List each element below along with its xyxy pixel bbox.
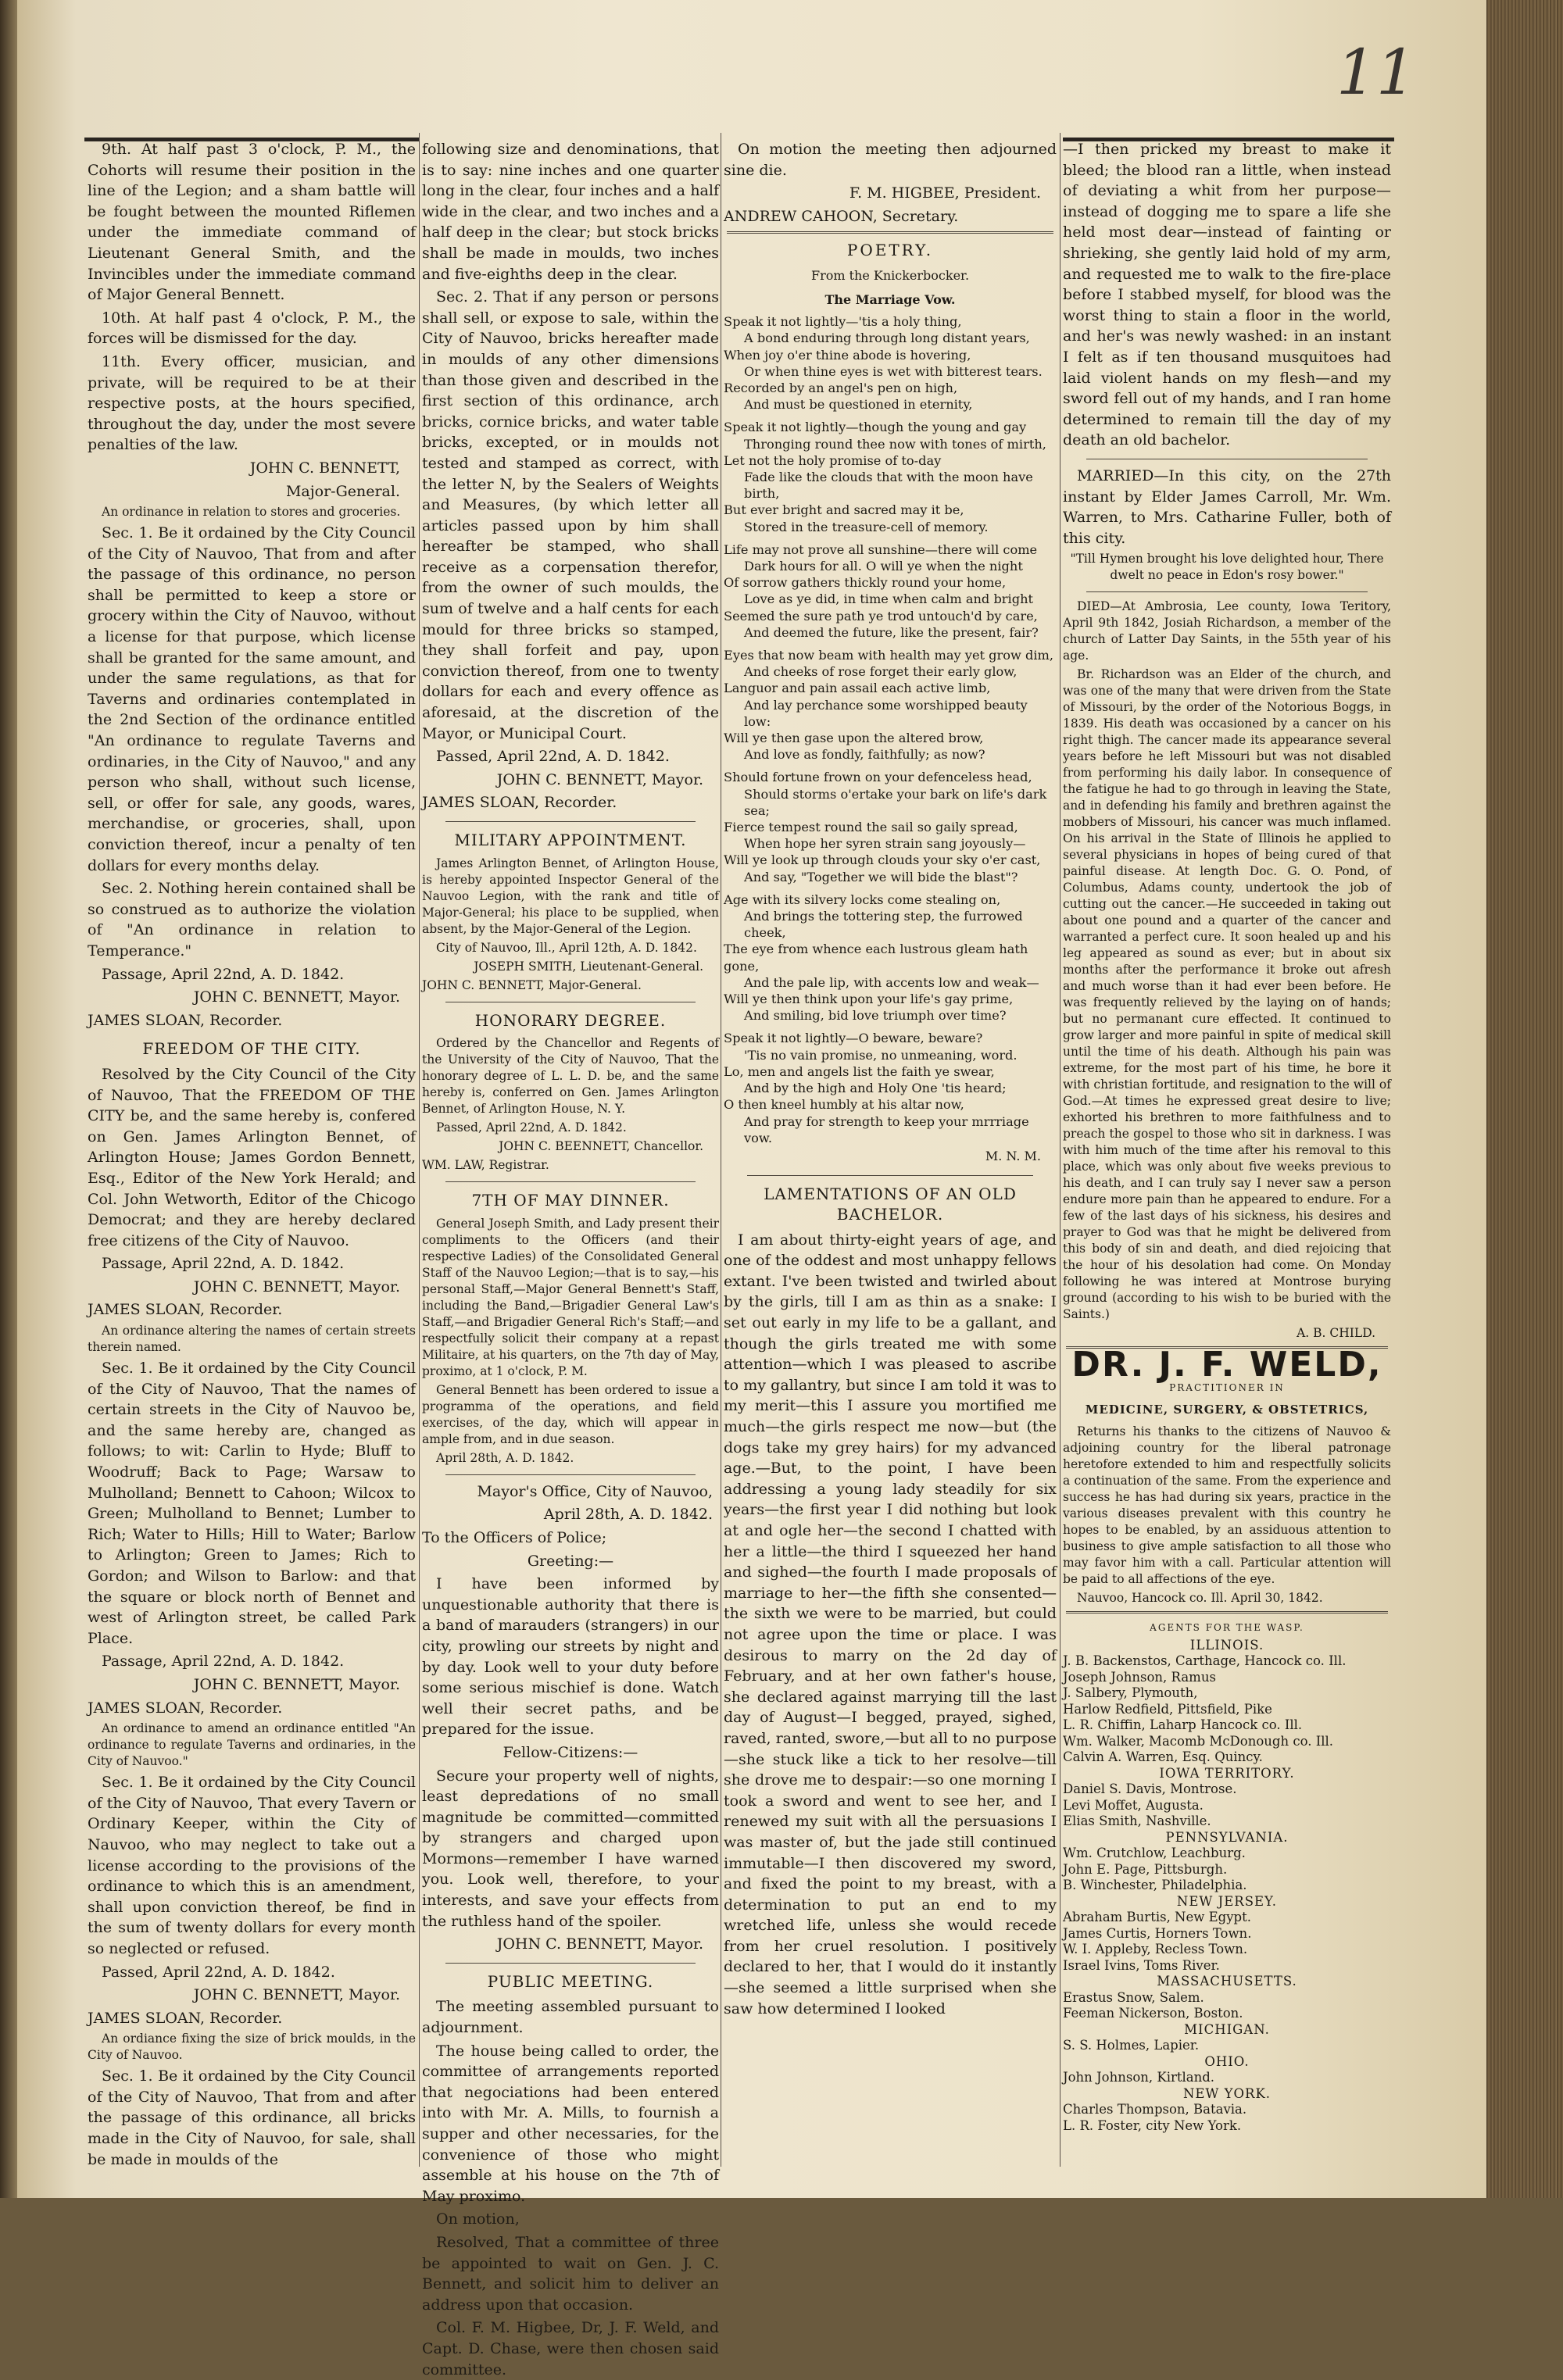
agents-state: NEW JERSEY.	[1176, 1893, 1278, 1909]
marriage-notice: MARRIED—In this city, on the 27th instant by Elder James Carroll, Mr. Wm. Warren, to Mrs. Catharine Fuller, both of this city.	[1063, 466, 1391, 547]
meeting-text: Resolved, That a committee of three be appointed to wait on Gen. J. C. Bennett, and solicit him to deliver an address upon that occasion.	[422, 2233, 719, 2314]
passage-date: Passage, April 22nd, A. D. 1842.	[102, 1653, 345, 1671]
poem-line: Speak it not lightly—O beware, beware?	[724, 1031, 983, 1046]
signature-title: Major-General.	[285, 482, 400, 500]
order-11th: 11th. Every officer, musician, and private, will be required to be at their respective posts, at the hours specified, throughout the day, under the most severe penalties of the law.	[88, 352, 416, 454]
signature: JOHN C. BEENNETT, Chancellor.	[499, 1139, 703, 1154]
article-text: I am about thirty-eight years of age, and one of the oddest and most unhappy fellows extant. I've been twisted and twirled about by the girls, till I am as thin as a snake: I set out early in my life to be a gallant, and though the girls treated me with some attention—which I was pleased to ascribe to my gallantry, but since I am told it was to my merit—this I assure you mortified me much—the girls respect me now—but (the dogs take my grey hairs) for my advanced age.—But, to the point, I have been addressing a young lady steadily for six years—the first year I did nothing but look at and ogle her—the second I chatted with her a little—the third I squeezed her hand and sighed—the fourth I made proposals of marriage to her—the fifth she consented—the sixth we were to be married, but could not agree upon the time or place. I was desirous to marry on the 2d day of February, and at her own father's house, she declared against marrying till the last day of August—I begged, prayed, sighed, raved, ranted, swore,—but all to no purpose—she stuck like a tick to her resolve—till she drove me to despair:—so one morning I took a sword and went to see her, and I renewed my suit with all the persuasions I was master of, but the jade still continued immutable—I then discovered my sword, and fixed the point to my breast, with a determination to put an end to my wretched life, unless she would recede from her cruel resolution. I positively declared to her, that I would do it instantly—she seemed a little surprised when she saw how determined I looked	[724, 1231, 1057, 2017]
poem-line: Of sorrow gathers thickly round your home,	[724, 575, 1007, 591]
agent-entry: S. S. Holmes, Lapier.	[1063, 2038, 1200, 2053]
mayor-signature: JOHN C. BENNETT, Mayor.	[193, 1986, 400, 2004]
meeting-text: On motion,	[436, 2210, 520, 2228]
ordinance-continued: following size and denominations, that is to say: nine inches and one quarter long in the clear, four inches and a half wide in the clear, and two inches and a half deep in the clear; but stock bricks shall be made in moulds, two inches and five-eighths deep in the clear.	[422, 141, 719, 283]
agent-entry: Levi Moffet, Augusta.	[1063, 1797, 1204, 1813]
poem-line: And by the high and Holy One 'tis heard;	[744, 1081, 1007, 1096]
advertisement-subtitle: PRACTITIONER IN	[1169, 1381, 1285, 1393]
recorder-signature: JAMES SLOAN, Recorder.	[88, 1301, 283, 1319]
poem-line: And lay perchance some worshipped beauty low:	[744, 697, 1028, 729]
notice-date: Passed, April 22nd, A. D. 1842.	[436, 1120, 627, 1135]
poem-line: And say, "Together we will bide the blast"?	[744, 869, 1018, 884]
poem-line: Seemed the sure path ye trod untouch'd by care,	[724, 608, 1038, 624]
divider	[445, 1181, 696, 1182]
section-heading: MILITARY APPOINTMENT.	[454, 831, 687, 849]
divider	[445, 821, 696, 822]
mayor-office-date: April 28th, A. D. 1842.	[543, 1506, 713, 1524]
meeting-text: On motion the meeting then adjourned sine die.	[724, 141, 1057, 179]
mayor-signature: JOHN C. BENNETT, Mayor.	[193, 1278, 400, 1295]
agent-entry: W. I. Appleby, Recless Town.	[1063, 1942, 1248, 1957]
recorder-signature: JAMES SLOAN, Recorder.	[88, 1699, 283, 1717]
poem-line: Thronging round thee now with tones of mirth,	[744, 436, 1046, 452]
column-rule	[419, 133, 420, 2167]
advertisement-date: Nauvoo, Hancock co. Ill. April 30, 1842.	[1077, 1591, 1323, 1606]
divider	[1066, 1611, 1388, 1613]
ordinance-title: An ordinance to amend an ordinance entitled "An ordinance to regulate Taverns and ordinaries, in the City of Nauvoo."	[88, 1721, 416, 1769]
notice-text: Ordered by the Chancellor and Regents of the University of the City of Nauvoo, That the honorary degree of L. L. D. be, and the same hereby is, conferred on Gen. James Arlington Bennet, of Arlington House, N. Y.	[422, 1036, 719, 1117]
resolution-text: Resolved by the City Council of the City of Nauvoo, That the FREEDOM OF THE CITY be, and the same hereby is, confered on Gen. James Arlington Bennet, of Arlington House; James Gordon Bennett, Esq., Editor of the New York Herald; and Col. John Wetworth, Editor of the Chicogo Democrat; and they are hereby declared free citizens of the City of Nauvoo.	[88, 1065, 416, 1249]
poem-line: And brings the tottering step, the furrowed cheek,	[744, 909, 1023, 941]
poem-line: Age with its silvery locks come stealing on,	[724, 892, 1001, 907]
agent-entry: L. R. Foster, city New York.	[1063, 2117, 1242, 2133]
poetry-heading: POETRY.	[846, 241, 934, 260]
poem-signature: M. N. M.	[985, 1148, 1041, 1163]
column-3	[724, 139, 1057, 2167]
agents-list	[1063, 1620, 1391, 2134]
meeting-text: The house being called to order, the committee of arrangements reported that negociations had been entered into with Mr. A. Mills, to fournish a supper and other necessaries, for the convenience of those who might assemble at his house on the 7th of May proximo.	[422, 2042, 719, 2205]
meeting-text: The meeting assembled pursuant to adjournment.	[422, 1998, 719, 2037]
poem-line: Lo, men and angels list the faith ye swear,	[724, 1063, 995, 1079]
advertisement-title: DR. J. F. WELD,	[1071, 1345, 1382, 1385]
ordinance-section: Sec. 2. Nothing herein contained shall be so construed as to authorize the violation of "An ordinance in relation to Temperance."	[88, 880, 416, 960]
section-heading: PUBLIC MEETING.	[487, 1971, 654, 1991]
poem-line: 'Tis no vain promise, no unmeaning, word.	[744, 1047, 1018, 1063]
section-heading: HONORARY DEGREE.	[474, 1010, 667, 1030]
page-edges	[1486, 0, 1563, 2198]
poem-line: Love as ye did, in time when calm and bright	[744, 591, 1034, 607]
president-signature: F. M. HIGBEE, President.	[849, 184, 1041, 202]
address-line: To the Officers of Police;	[422, 1528, 607, 1546]
poem-line: And cheeks of rose forget their early glow,	[744, 664, 1018, 680]
poem-line: Eyes that now beam with health may yet grow dim,	[724, 648, 1054, 663]
notice-text: General Joseph Smith, and Lady present their compliments to the Officers (and their respective Ladies) of the Consolidated General Staff of the Nauvoo Legion;—that is to say,—his personal Staff,—Major General Bennett's Staff, including the Band,—Brigadier General Law's Staff,—and Brigadier General Rich's Staff;—and respectfully solicit their company at a repast Militaire, at his quarters, on the 7th day of May, proximo, at 1 o'clock, P. M.	[422, 1216, 719, 1378]
poem-line: Speak it not lightly—'tis a holy thing,	[724, 314, 962, 330]
poem-line: When joy o'er thine abode is hovering,	[724, 347, 971, 363]
ordinance-title: An ordinance in relation to stores and groceries.	[102, 505, 401, 520]
section-heading: BACHELOR.	[836, 1205, 944, 1224]
agent-entry: Elias Smith, Nashville.	[1063, 1814, 1211, 1829]
mayor-signature: JOHN C. BENNETT, Mayor.	[496, 1935, 703, 1953]
mayor-signature: JOHN C. BENNETT, Mayor.	[193, 988, 400, 1006]
agent-entry: John Johnson, Kirtland.	[1063, 2070, 1215, 2085]
passage-date: Passed, April 22nd, A. D. 1842.	[436, 748, 670, 766]
agent-entry: Calvin A. Warren, Esq. Quincy.	[1063, 1749, 1263, 1765]
poem-line: Will ye look up through clouds your sky o'er cast,	[724, 852, 1041, 868]
poem-line: And love as fondly, faithfully; as now?	[744, 747, 985, 763]
recorder-signature: JAMES SLOAN, Recorder.	[88, 1011, 283, 1029]
poem-line: Will ye then think upon your life's gay prime,	[724, 992, 1014, 1007]
notice-date: April 28th, A. D. 1842.	[436, 1450, 574, 1465]
mayor-signature: JOHN C. BENNETT, Mayor.	[496, 770, 703, 788]
ordinance-title: An ordinance altering the names of certain streets therein named.	[88, 1324, 416, 1355]
agents-state: PENNSYLVANIA.	[1165, 1829, 1289, 1845]
passage-date: Passage, April 22nd, A. D. 1842.	[102, 965, 345, 983]
column-1	[88, 139, 416, 2167]
agents-state: MASSACHUSETTS.	[1157, 1974, 1297, 1989]
agent-entry: L. R. Chiffin, Laharp Hancock co. Ill.	[1063, 1717, 1303, 1733]
advertisement-text: Returns his thanks to the citizens of Nauvoo & adjoining country for the liberal patronage heretofore extended to him and respectfully solicits a continuation of the same. From the experience and success he has had during six years, practice in the various diseases prevalent with this country he hopes to be enabled, by an assiduous attention to business to give ample satisfaction to all those who may favor him with a call. Particular attention will be paid to all affections of the eye.	[1063, 1424, 1391, 1587]
poem-line: And must be questioned in eternity,	[744, 397, 973, 413]
section-heading: FREEDOM OF THE CITY.	[142, 1039, 361, 1059]
agents-state: ILLINOIS.	[1189, 1637, 1264, 1653]
divider	[747, 1175, 1033, 1176]
advertisement-fields: MEDICINE, SURGERY, & OBSTETRICS,	[1085, 1403, 1369, 1417]
folio-number: 11	[1336, 36, 1416, 109]
article-continued: —I then pricked my breast to make it bleed; the blood ran a little, when instead of deviating a whit from her purpose—instead of dogging me to spare a life she held most dear—instead of fainting or shrieking, she gently laid hold of my arm, and requested me to walk to the fire-place before I stabbed myself, for blood was the worst thing to stain a floor in the world, and her's was newly washed: in an instant I felt as if ten thousand musquitoes had laid violent hands on my flesh—and my sword fell out of my hands, and I ran home determined to remain till the day of my death an old bachelor.	[1063, 141, 1391, 449]
divider	[1086, 591, 1368, 592]
notice-text: General Bennett has been ordered to issue a programma of the operations, and field exercises, of the day, which will appear in ample from, and in due season.	[422, 1382, 719, 1446]
facing-page-edge	[0, 0, 17, 2198]
poem-line: And the pale lip, with accents low and weak—	[744, 974, 1039, 990]
order-9th: 9th. At half past 3 o'clock, P. M., the Cohorts will resume their position in the line of the Legion; and a sham battle will be fought between the mounted Riflemen under the immediate command of Lieutenant General Smith, and the Invincibles under the immediate command of Major General Bennett.	[88, 141, 416, 304]
greeting: Fellow-Citizens:—	[503, 1743, 638, 1761]
agent-entry: Joseph Johnson, Ramus	[1063, 1669, 1216, 1685]
notice-date: City of Nauvoo, Ill., April 12th, A. D. 1842.	[436, 940, 697, 955]
mayor-office-line: Mayor's Office, City of Nauvoo,	[477, 1482, 713, 1500]
notice-text: James Arlington Bennet, of Arlington House, is hereby appointed Inspector General of the Nauvoo Legion, with the rank and title of Major-General; his place to be supplied, when absent, by the Major-General of the Legion.	[422, 856, 719, 936]
poem-line: Fierce tempest round the sail so gaily spread,	[724, 820, 1018, 835]
agents-state: MICHIGAN.	[1184, 2021, 1270, 2037]
agents-heading: AGENTS FOR THE WASP.	[1150, 1622, 1304, 1634]
secretary-signature: ANDREW CAHOON, Secretary.	[724, 207, 959, 225]
agents-state: OHIO.	[1204, 2053, 1250, 2069]
poem-line: Life may not prove all sunshine—there will come	[724, 541, 1038, 557]
marriage-quote: "Till Hymen brought his love delighted hour, There dwelt no peace in Edon's rosy bower."	[1070, 552, 1384, 583]
agent-entry: Wm. Crutchlow, Leachburg.	[1063, 1846, 1246, 1861]
agent-entry: Abraham Burtis, New Egypt.	[1063, 1910, 1251, 1925]
death-notice: DIED—At Ambrosia, Lee county, Iowa Teritory, April 9th 1842, Josiah Richardson, a member of the church of Latter Day Saints, in the 55th year of his age.	[1063, 599, 1391, 663]
greeting: Greeting:—	[527, 1552, 614, 1570]
poem-line: Fade like the clouds that with the moon have birth,	[744, 469, 1033, 502]
poem-line: Should storms o'ertake your bark on life's dark sea;	[744, 786, 1047, 818]
poem-line: Dark hours for all. O will ye when the night	[744, 559, 1023, 574]
column-2	[422, 139, 719, 2378]
poem-line: Should fortune frown on your defenceless head,	[724, 770, 1032, 785]
section-heading: 7TH OF MAY DINNER.	[471, 1191, 670, 1210]
poem-source: From the Knickerbocker.	[810, 267, 970, 283]
agents-state: IOWA TERRITORY.	[1159, 1765, 1295, 1781]
recorder-signature: JAMES SLOAN, Recorder.	[422, 794, 617, 812]
signature: JOSEPH SMITH, Lieutenant-General.	[474, 959, 703, 974]
poem-line: Recorded by an angel's pen on high,	[724, 380, 958, 395]
obituary-text: Br. Richardson was an Elder of the church, and was one of the many that were driven from the State of Missouri, by the order of the Notorious Boggs, in 1839. His death was occasioned by a cancer on his right thigh. The cancer made its appearance several years before he left Missouri but was not disabled from performing his daily labor. In consequence of the fatigue he had to go through in leaving the State, and in defending his family and brethren against the mobbers of Missouri, his cancer was much inflamed. On his arrival in the State of Illinois he applied to several physicians in hopes of being cured of that painful disease. At length Doc. G. O. Pond, of Columbus, Adams county, undertook the job of cutting out the cancer.—He succeeded in taking out about one pound and a quarter of the cancer and warranted a perfect cure. It soon healed up and his leg appeared as sound as ever; but in about six months after the performance it broke out afresh and much worse than it had ever been before. He was frequently relieved by the laying on of hands; but no permanant cure effected. It continued to grow larger and more painful in spite of medical skill until the time of his death. Although his pain was extreme, for the most part of his time, he bore it with christian fortitude, and resignation to the will of God.—At times he expressed great desire to live; exhorted his brethren to more faithfulness and to preach the gospel to those who sit in darkness. I was with him much of the time after his removal to this place, which was only about five weeks previous to his death, and I can truly say I never saw a person endure more pain than he appeared to endure. For a few of the last days of his sickness, his desires and prayer to God was that he might be delivered from this body of sin and death, and died rejoicing that the hour of his desolation had come. On Monday following he was intered at Montrose burying ground (according to his wish to be buried with the Saints.)	[1063, 667, 1391, 1322]
notice-text: Secure your property well of nights, least depredations of no small magnitude be committed—committed by strangers and charged upon Mormons—remember I have warned you. Look well, therefore, to your interests, and save your effects from the ruthless hand of the spoiler.	[422, 1767, 719, 1930]
agent-entry: B. Winchester, Philadelphia.	[1063, 1878, 1247, 1893]
poem-line: But ever bright and sacred may it be,	[724, 502, 964, 518]
agent-entry: Erastus Snow, Salem.	[1063, 1989, 1204, 2005]
poem-line: When hope her syren strain sang joyously—	[744, 836, 1026, 852]
notice-text: I have been informed by unquestionable authority that there is a band of marauders (strangers) in our city, prowling our streets by night and by day. Look well to your duty before some serious mischief is done. Watch well their secret paths, and be prepared for the issue.	[422, 1575, 719, 1739]
obituary-signature: A. B. CHILD.	[1297, 1326, 1375, 1341]
agent-entry: Feeman Nickerson, Boston.	[1063, 2006, 1243, 2021]
ordinance-section: Sec. 2. That if any person or persons shall sell, or expose to sale, within the City of Nauvoo, bricks hereafter made in moulds of any other dimensions than those given and described in the first section of this ordinance, arch bricks, cornice bricks, and water table bricks, excepted, or in moulds not tested and stamped as correct, with the letter N, by the Sealers of Weights and Measures, (by which letter all articles passed upon by him shall hereafter be stamped, who shall receive as a corpensation therefor, from the owner of such moulds, the sum of twelve and a half cents for each mould for three bricks so stamped, they shall forfeit and pay, upon conviction thereof, from one to twenty dollars for each and every offence as aforesaid, at the discretion of the Mayor, or Municipal Court.	[422, 288, 719, 742]
ordinance-section: Sec. 1. Be it ordained by the City Council of the City of Nauvoo, That the names of certain streets in the City of Nauvoo be, and the same hereby are, changed as follows; to wit: Carlin to Hyde; Bluff to Woodruff; Back to Page; Warsaw to Mulholland; Bennett to Cahoon; Wilcox to Green; Mulholland to Bennet; Lumber to Rich; Water to Hills; Hill to Water; Barlow to Arlington; Green to James; Rich to Gordon; and Wilson to Barlow: and that the square or block north of Bennet and west of Arlington street, be called Park Place.	[88, 1360, 416, 1647]
agent-entry: J. B. Backenstos, Carthage, Hancock co. Ill.	[1063, 1653, 1347, 1669]
agent-entry: J. Salbery, Plymouth,	[1063, 1685, 1198, 1701]
order-10th: 10th. At half past 4 o'clock, P. M., the forces will be dismissed for the day.	[88, 309, 416, 348]
poem-line: And pray for strength to keep your mrrriage vow.	[744, 1113, 1029, 1145]
agent-entry: Harlow Redfield, Pittsfield, Pike	[1063, 1701, 1272, 1717]
mayor-signature: JOHN C. BENNETT, Mayor.	[193, 1675, 400, 1693]
divider	[445, 1474, 696, 1475]
agent-entry: Daniel S. Davis, Montrose.	[1063, 1781, 1237, 1797]
agent-entry: Charles Thompson, Batavia.	[1063, 2102, 1247, 2117]
agent-entry: Wm. Walker, Macomb McDonough co. Ill.	[1063, 1733, 1334, 1749]
signature: JOHN C. BENNETT,	[249, 459, 400, 477]
ordinance-section: Sec. 1. Be it ordained by the City Council of the City of Nauvoo, That from and after the passage of this ordinance, all bricks made in the City of Nauvoo, for sale, shall be made in moulds of the	[88, 2067, 416, 2168]
recorder-signature: JAMES SLOAN, Recorder.	[88, 2009, 283, 2027]
poem-line: The eye from whence each lustrous gleam hath gone,	[724, 942, 1028, 974]
ordinance-title: An ordiance fixing the size of brick moulds, in the City of Nauvoo.	[88, 2032, 416, 2063]
poem-line: Will ye then gase upon the altered brow,	[724, 731, 984, 746]
agent-entry: Israel Ivins, Toms River.	[1063, 1957, 1220, 1973]
signature: WM. LAW, Registrar.	[422, 1158, 549, 1173]
poem-line: Speak it not lightly—though the young and gay	[724, 420, 1027, 435]
column-4	[1063, 139, 1391, 2167]
poem-line: Stored in the treasure-cell of memory.	[744, 519, 989, 534]
poem-title: The Marriage Vow.	[824, 291, 956, 307]
agents-state: NEW YORK.	[1182, 2085, 1272, 2101]
divider	[445, 1963, 696, 1964]
poem-line: Let not the holy promise of to-day	[724, 452, 942, 468]
agent-entry: John E. Page, Pittsburgh.	[1063, 1861, 1228, 1877]
passage-date: Passage, April 22nd, A. D. 1842.	[102, 1255, 345, 1273]
poem-body	[724, 313, 1057, 1146]
poem-line: Languor and pain assail each active limb,	[724, 681, 991, 696]
poem-line: And smiling, bid love triumph over time?	[744, 1008, 1007, 1024]
poem-line: And deemed the future, like the present, fair?	[744, 624, 1039, 640]
ordinance-section: Sec. 1. Be it ordained by the City Council of the City of Nauvoo, That every Tavern or Ordinary Keeper, within the City of Nauvoo, who may neglect to take out a license according to the provisions of the ordinance to which this is an amendment, shall upon conviction thereof, be find in the sum of twenty dollars for every month so neglected or refused.	[88, 1774, 416, 1957]
signature: JOHN C. BENNETT, Major-General.	[422, 977, 642, 992]
meeting-text: Col. F. M. Higbee, Dr, J. F. Weld, and Capt. D. Chase, were then chosen said committee.	[422, 2319, 719, 2378]
divider	[727, 231, 1053, 234]
section-heading: LAMENTATIONS OF AN OLD	[764, 1184, 1017, 1203]
agent-entry: James Curtis, Horners Town.	[1063, 1925, 1252, 1941]
passage-date: Passed, April 22nd, A. D. 1842.	[102, 1963, 335, 1981]
poem-line: A bond enduring through long distant years,	[744, 331, 1030, 346]
poem-line: Or when thine eyes is wet with bitterest tears.	[744, 363, 1043, 379]
poem-line: O then kneel humbly at his altar now,	[724, 1097, 964, 1113]
ordinance-section: Sec. 1. Be it ordained by the City Council of the City of Nauvoo, That from and after the passage of this ordinance, no person shall be permitted to keep a store or grocery within the City of Nauvoo, without a license for that purpose, which license shall be granted for the same amount, and under the same regulations, as that for Taverns and ordinaries contemplated in the 2nd Section of the ordinance entitled "An ordinance to regulate Taverns and ordinaries, in the City of Nauvoo," and any person who shall, without such license, sell, or offer for sale, any goods, wares, merchandise, or groceries, shall, upon conviction thereof, incur a penalty of ten dollars for every months delay.	[88, 524, 416, 874]
